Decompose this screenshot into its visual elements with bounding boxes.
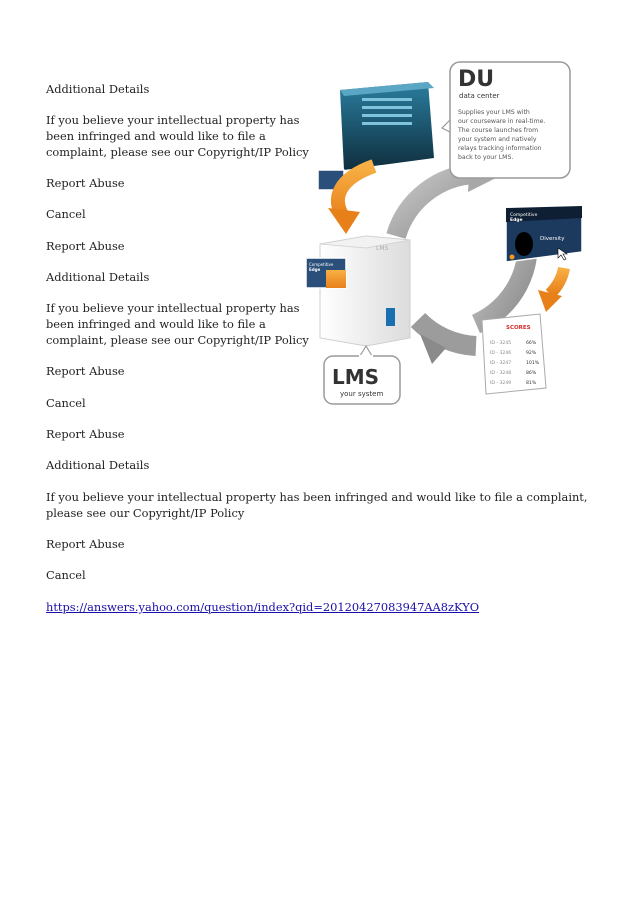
card-brand-line: Competitive — [309, 262, 334, 267]
ip-notice-line: been infringed and would like to file a — [46, 129, 266, 143]
cancel-text: Cancel — [46, 396, 86, 410]
scores-title: SCORES — [506, 325, 531, 331]
source-url-link[interactable]: https://answers.yahoo.com/question/index?qid=20120427083947AA8zKYO — [46, 600, 480, 614]
du-callout-line: your system and natively — [458, 136, 537, 143]
du-callout-line: Supplies your LMS with — [458, 109, 530, 116]
du-logo: DU — [458, 67, 495, 92]
ip-notice-paragraph — [46, 112, 309, 160]
additional-details-heading: Additional Details — [46, 458, 150, 472]
du-server-icon — [340, 82, 434, 170]
ip-notice-paragraph: If you believe your intellectual property has been infringed and would like to file a complaint, please see our Copyright/IP Policy — [46, 490, 588, 520]
du-callout — [442, 62, 570, 178]
du-callout-line: The course launches from — [458, 127, 539, 134]
lms-logo: LMS — [332, 365, 380, 389]
score-id: ID - 3246 — [490, 351, 512, 356]
cancel-text: Cancel — [46, 207, 86, 221]
ip-notice-line: If you believe your intellectual property has — [46, 301, 300, 315]
score-pct: 92% — [526, 351, 537, 356]
lms-callout — [324, 346, 400, 404]
orange-arrowhead — [328, 208, 360, 234]
report-abuse-text: Report Abuse — [46, 176, 125, 190]
card-brand-line: Edge — [309, 267, 321, 272]
cancel-text: Cancel — [46, 568, 86, 582]
player-brand-line: Edge — [510, 218, 523, 223]
score-pct: 86% — [526, 371, 537, 376]
ip-notice-line: been infringed and would like to file a — [46, 317, 266, 331]
score-id: ID - 3247 — [490, 361, 512, 366]
lms-integration-diagram — [300, 58, 592, 410]
score-id: ID - 3245 — [490, 341, 512, 346]
player-brand-line: Competitive — [510, 213, 538, 218]
du-callout-line: our courseware in real-time. — [458, 118, 546, 125]
ip-notice-line: complaint, please see our Copyright/IP Policy — [46, 145, 309, 159]
player-title: Diversity — [540, 236, 565, 242]
score-pct: 81% — [526, 381, 537, 386]
ip-notice-line: complaint, please see our Copyright/IP Policy — [46, 333, 309, 347]
ip-notice-paragraph — [46, 300, 309, 348]
du-subtitle: data center — [459, 92, 500, 100]
course-player-window — [506, 206, 582, 262]
ip-notice-line: If you believe your intellectual property has — [46, 113, 300, 127]
course-card — [306, 258, 346, 288]
du-callout-line: relays tracking information — [458, 145, 542, 152]
report-abuse-text: Report Abuse — [46, 364, 125, 378]
score-pct: 66% — [526, 341, 537, 346]
scores-sheet — [482, 314, 546, 394]
orange-arrow-scores — [550, 268, 564, 294]
report-abuse-text: Report Abuse — [46, 537, 125, 551]
lms-subtitle: your system — [340, 390, 384, 398]
additional-details-heading: Additional Details — [46, 270, 150, 284]
du-callout-line: back to your LMS. — [458, 154, 514, 161]
score-id: ID - 3248 — [490, 371, 512, 376]
report-abuse-text: Report Abuse — [46, 427, 125, 441]
score-id: ID - 3249 — [490, 381, 512, 386]
lms-server-icon — [320, 236, 410, 346]
score-pct: 101% — [526, 361, 540, 366]
additional-details-heading: Additional Details — [46, 82, 150, 96]
server-lms-label: LMS — [376, 245, 389, 252]
report-abuse-text: Report Abuse — [46, 239, 125, 253]
